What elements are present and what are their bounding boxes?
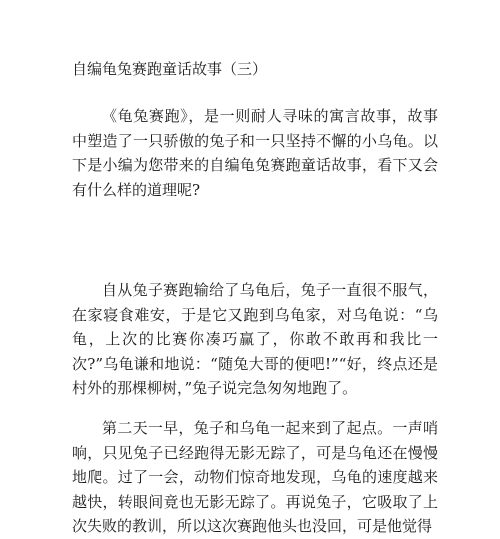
paragraph-intro: 《龟兔赛跑》，是一则耐人寻味的寓言故事，故事中塑造了一只骄傲的兔子和一只坚持不懈的小乌龟。以下是小编为您带来的自编龟兔赛跑童话故事，看下又会有什么样的道理呢? bbox=[72, 107, 438, 199]
document-title: 自编龟兔赛跑童话故事（三） bbox=[72, 60, 268, 78]
paragraph-race: 第二天一早，兔子和乌龟一起来到了起点。一声哨响，只见兔子已经跑得无影无踪了，可是乌龟还在慢慢地爬。过了一会，动物们惊奇地发现，乌龟的速度越来越快，转眼间竟也无影无踪了。再说兔子，它吸取了上次失败的教训，所以这次赛跑他头也没回，可是他觉得 bbox=[72, 419, 438, 535]
paragraph-challenge: 自从兔子赛跑输给了乌龟后，兔子一直很不服气，在家寝食难安，于是它又跑到乌龟家，对乌龟说：“乌龟，上次的比赛你凑巧赢了，你敢不敢再和我比一次?”乌龟谦和地说：“随兔大哥的便吧!”“好，终点还是村外的那棵柳树，”兔子说完急匆匆地跑了。 bbox=[72, 281, 438, 397]
